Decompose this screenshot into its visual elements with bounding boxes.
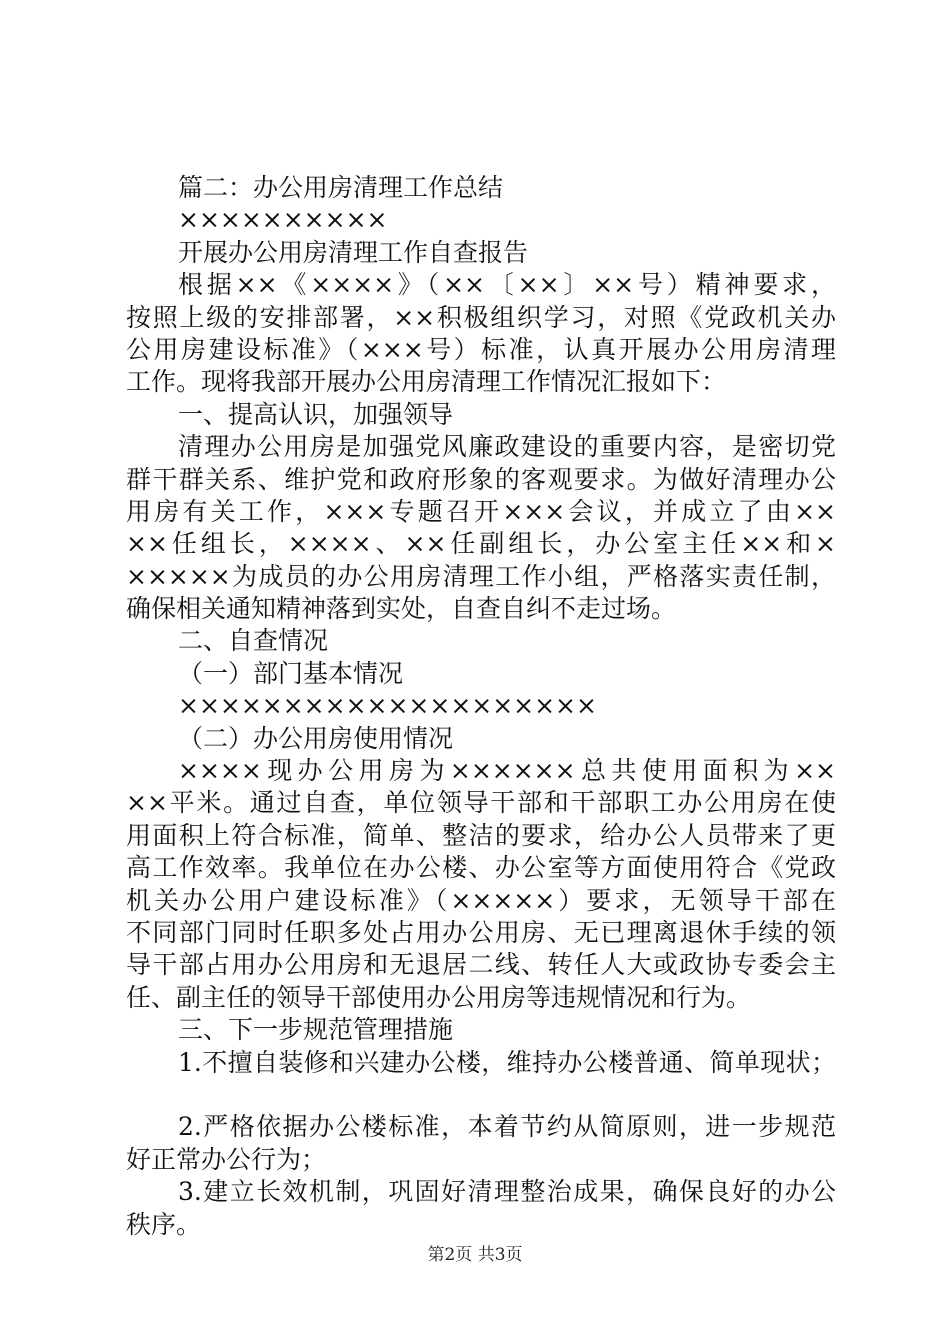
text-line: 机关办公用户建设标准》（×××××）要求，无领导干部在 <box>126 885 836 915</box>
text-line: 秩序。 <box>126 1209 202 1239</box>
text-line: 公用房建设标准》（×××号）标准，认真开展办公用房清理 <box>126 334 836 364</box>
text-line: 用房有关工作，×××专题召开×××会议，并成立了由×× <box>126 496 836 526</box>
text-line: 3.建立长效机制，巩固好清理整治成果，确保良好的办公 <box>178 1177 836 1207</box>
text-line: 2.严格依据办公楼标准，本着节约从简原则，进一步规范 <box>178 1112 836 1142</box>
text-line: ×××××××××× <box>178 205 388 235</box>
text-line: 1.不擅自装修和兴建办公楼，维持办公楼普通、简单现状； <box>178 1047 836 1077</box>
text-line: （二）办公用房使用情况 <box>178 723 454 753</box>
page-footer: 第2页 共3页 <box>427 1245 523 1265</box>
text-line: ××平米。通过自查，单位领导干部和干部职工办公用房在使 <box>126 788 836 818</box>
blank-line <box>126 1079 836 1111</box>
text-line: ××任组长，××××、××任副组长，办公室主任××和× <box>126 529 836 559</box>
text-line: 工作。现将我部开展办公用房清理工作情况汇报如下： <box>126 367 727 397</box>
text-line: 确保相关通知精神落到实处，自查自纠不走过场。 <box>126 594 677 624</box>
text-line: 开展办公用房清理工作自查报告 <box>178 237 529 267</box>
text-line: 根据××《××××》（××〔××〕××号）精神要求， <box>178 270 836 300</box>
text-line: 一、提高认识，加强领导 <box>178 399 454 429</box>
text-line: 高工作效率。我单位在办公楼、办公室等方面使用符合《党政 <box>126 853 836 883</box>
text-line: 任、副主任的领导干部使用办公用房等违规情况和行为。 <box>126 982 752 1012</box>
text-line: 好正常办公行为； <box>126 1144 327 1174</box>
text-line: ×××××××××××××××××××× <box>178 691 597 721</box>
text-line: 二、自查情况 <box>178 626 329 656</box>
text-line: 按照上级的安排部署，××积极组织学习，对照《党政机关办 <box>126 302 836 332</box>
text-line: 用面积上符合标准，简单、整洁的要求，给办公人员带来了更 <box>126 820 836 850</box>
document-body <box>126 172 836 1241</box>
text-line: （一）部门基本情况 <box>178 658 404 688</box>
text-line: 清理办公用房是加强党风廉政建设的重要内容，是密切党 <box>178 432 836 462</box>
text-line: 不同部门同时任职多处占用办公用房、无已理离退休手续的领 <box>126 917 836 947</box>
text-line: 三、下一步规范管理措施 <box>178 1015 454 1045</box>
text-line: 群干群关系、维护党和政府形象的客观要求。为做好清理办公 <box>126 464 836 494</box>
text-line: 篇二：办公用房清理工作总结 <box>178 173 504 202</box>
text-line: ×××××为成员的办公用房清理工作小组，严格落实责任制， <box>126 561 836 591</box>
text-line: ××××现办公用房为××××××总共使用面积为×× <box>178 756 836 786</box>
text-line: 导干部占用办公用房和无退居二线、转任人大或政协专委会主 <box>126 950 836 980</box>
